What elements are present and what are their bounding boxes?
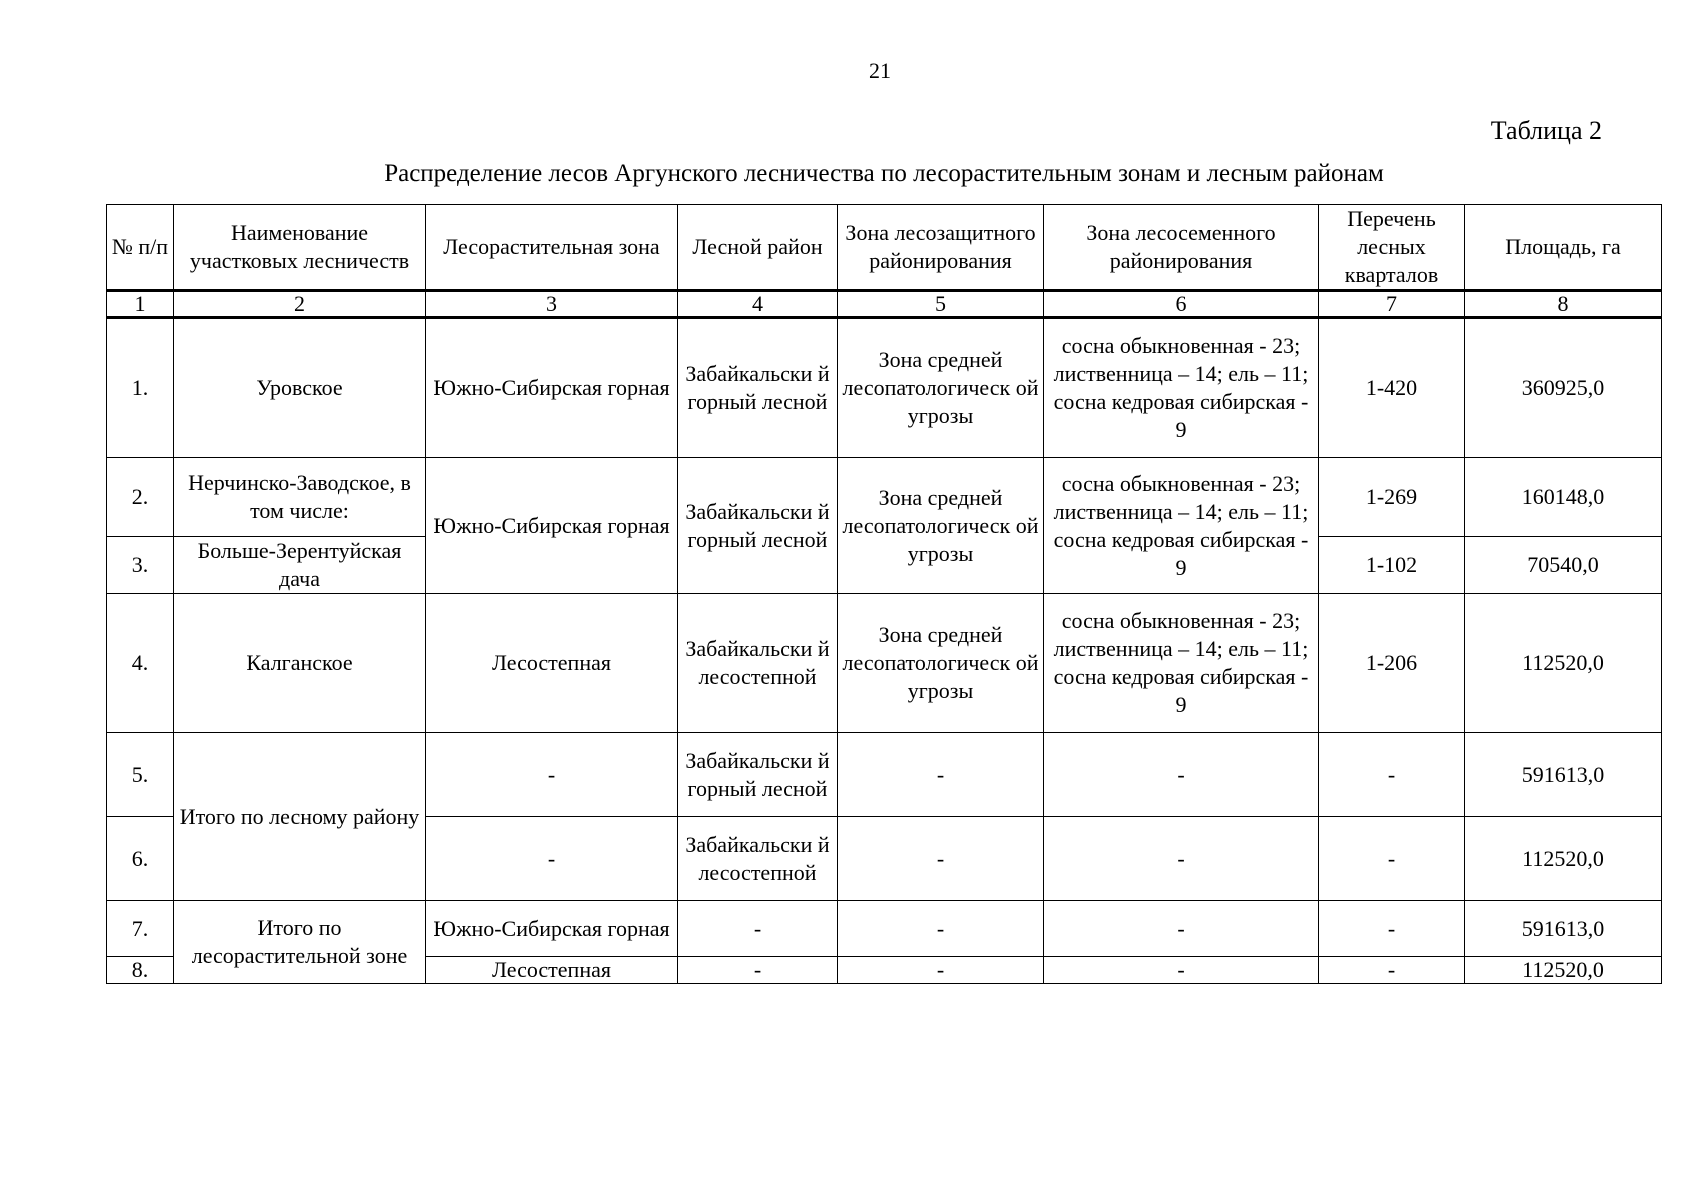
quarters: 1-420 xyxy=(1319,318,1465,458)
forest-zone: Южно-Сибирская горная xyxy=(426,458,678,594)
row-number: 1. xyxy=(107,318,174,458)
column-number-cell: 1 xyxy=(107,291,174,318)
area-value: 112520,0 xyxy=(1465,957,1662,984)
area-value: 70540,0 xyxy=(1465,537,1662,594)
seed-zone: - xyxy=(1044,901,1319,957)
quarters: 1-206 xyxy=(1319,594,1465,733)
protection-zone: - xyxy=(838,733,1044,817)
protection-zone: - xyxy=(838,901,1044,957)
header-cell-forest-district: Лесной район xyxy=(678,205,838,291)
protection-zone: - xyxy=(838,817,1044,901)
protection-zone: Зона средней лесопатологическ ой угрозы xyxy=(838,458,1044,594)
forest-district: Забайкальски й лесостепной xyxy=(678,817,838,901)
row-number: 7. xyxy=(107,901,174,957)
row-number: 2. xyxy=(107,458,174,537)
column-number-cell: 8 xyxy=(1465,291,1662,318)
forest-district: - xyxy=(678,957,838,984)
header-cell-protection-zone: Зона лесозащитного районирования xyxy=(838,205,1044,291)
column-number-row xyxy=(107,291,1662,318)
forest-district: - xyxy=(678,901,838,957)
seed-zone: сосна обыкновенная - 23; лиственница – 14; ель – 11; сосна кедровая сибирская - 9 xyxy=(1044,318,1319,458)
forest-zone: Южно-Сибирская горная xyxy=(426,318,678,458)
quarters: - xyxy=(1319,733,1465,817)
forest-zone: - xyxy=(426,817,678,901)
row-number: 8. xyxy=(107,957,174,984)
column-number-cell: 5 xyxy=(838,291,1044,318)
total-by-zone-label: Итого по лесорастительной зоне xyxy=(174,901,426,984)
forestry-name: Калганское xyxy=(174,594,426,733)
seed-zone: - xyxy=(1044,817,1319,901)
header-cell-forest-zone: Лесорастительная зона xyxy=(426,205,678,291)
header-cell-area: Площадь, га xyxy=(1465,205,1662,291)
row-number: 6. xyxy=(107,817,174,901)
seed-zone: сосна обыкновенная - 23; лиственница – 14; ель – 11; сосна кедровая сибирская - 9 xyxy=(1044,458,1319,594)
forest-zone: - xyxy=(426,733,678,817)
forest-district: Забайкальски й лесостепной xyxy=(678,594,838,733)
protection-zone: Зона средней лесопатологическ ой угрозы xyxy=(838,594,1044,733)
quarters: - xyxy=(1319,817,1465,901)
area-value: 360925,0 xyxy=(1465,318,1662,458)
seed-zone: сосна обыкновенная - 23; лиственница – 14; ель – 11; сосна кедровая сибирская - 9 xyxy=(1044,594,1319,733)
area-value: 112520,0 xyxy=(1465,594,1662,733)
column-number-cell: 2 xyxy=(174,291,426,318)
table-row xyxy=(107,594,1662,733)
area-value: 591613,0 xyxy=(1465,901,1662,957)
header-cell-name: Наименование участковых лесничеств xyxy=(174,205,426,291)
seed-zone: - xyxy=(1044,957,1319,984)
quarters: 1-102 xyxy=(1319,537,1465,594)
row-number: 5. xyxy=(107,733,174,817)
protection-zone: - xyxy=(838,957,1044,984)
table-label: Таблица 2 xyxy=(1490,116,1602,145)
area-value: 112520,0 xyxy=(1465,817,1662,901)
row-number: 3. xyxy=(107,537,174,594)
forest-district: Забайкальски й горный лесной xyxy=(678,318,838,458)
column-number-cell: 7 xyxy=(1319,291,1465,318)
header-cell-number: № п/п xyxy=(107,205,174,291)
document-title: Распределение лесов Аргунского лесничества по лесорастительным зонам и лесным районам xyxy=(384,160,1384,187)
quarters: - xyxy=(1319,901,1465,957)
column-number-cell: 4 xyxy=(678,291,838,318)
quarters: 1-269 xyxy=(1319,458,1465,537)
forestry-name: Больше-Зерентуйская дача xyxy=(174,537,426,594)
page-number: 21 xyxy=(869,58,891,83)
header-row xyxy=(107,205,1662,291)
total-by-district-label: Итого по лесному району xyxy=(174,733,426,901)
column-number-cell: 6 xyxy=(1044,291,1319,318)
seed-zone: - xyxy=(1044,733,1319,817)
forest-zone: Южно-Сибирская горная xyxy=(426,901,678,957)
quarters: - xyxy=(1319,957,1465,984)
protection-zone: Зона средней лесопатологическ ой угрозы xyxy=(838,318,1044,458)
row-number: 4. xyxy=(107,594,174,733)
area-value: 591613,0 xyxy=(1465,733,1662,817)
forestry-name: Уровское xyxy=(174,318,426,458)
forest-zone: Лесостепная xyxy=(426,594,678,733)
forest-distribution-table xyxy=(106,204,1662,984)
area-value: 160148,0 xyxy=(1465,458,1662,537)
header-cell-seed-zone: Зона лесосеменного районирования xyxy=(1044,205,1319,291)
table-row xyxy=(107,901,1662,957)
table-row xyxy=(107,318,1662,458)
table-row xyxy=(107,733,1662,817)
table-row xyxy=(107,458,1662,537)
header-cell-quarters: Перечень лесных кварталов xyxy=(1319,205,1465,291)
column-number-cell: 3 xyxy=(426,291,678,318)
forest-district: Забайкальски й горный лесной xyxy=(678,733,838,817)
forestry-name: Нерчинско-Заводское, в том числе: xyxy=(174,458,426,537)
forest-zone: Лесостепная xyxy=(426,957,678,984)
forest-district: Забайкальски й горный лесной xyxy=(678,458,838,594)
